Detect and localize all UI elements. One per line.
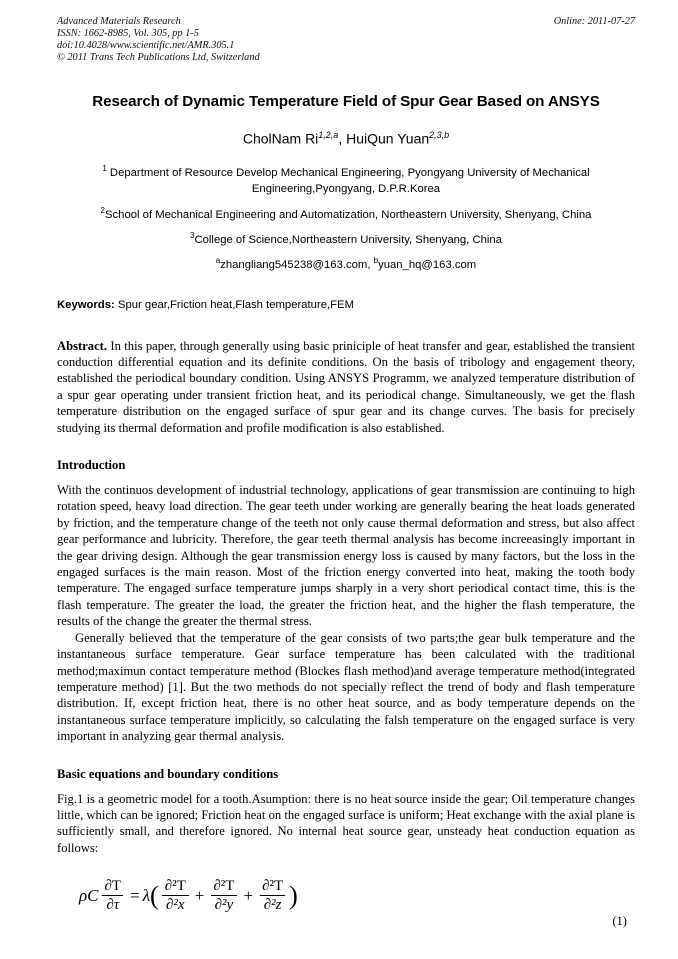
- equation-close-paren: ): [289, 880, 298, 910]
- page-content: [57, 16, 635, 940]
- equation-block-1: [57, 878, 635, 940]
- paragraph-basic-1: Fig.1 is a geometric model for a tooth.Asumption: there is no heat source inside the gear; Oil temperature changes little, which can be ignored; Friction heat on the engaged surface is uniform; Heat exchange with the axial plane is sufficiently small, and therefore ignored. No internal heat source gear, unsteady heat conduction equation as follows:: [57, 791, 635, 855]
- section-heading-introduction: Introduction: [57, 458, 126, 473]
- author-separator: ,: [338, 131, 347, 148]
- equation-lhs-numerator: ∂T: [104, 878, 122, 895]
- affiliation-list: [57, 161, 635, 274]
- keywords-value: Spur gear,Friction heat,Flash temperature,FEM: [114, 298, 354, 311]
- equation-1: [79, 878, 298, 913]
- paragraph-intro-1: With the continuos development of industrial technology, applications of gear transmission are continuing to high rotation speed, heavy load direction. The gear teeth under working are generally bearing the heat loads generated by friction, and the temperature change of the teeth not only cause thermal deformation and stress, but also affect gear performance and lubricity. Therefore, the gear teeth thermal analysis has become increeasingly important in the gear driving design. Although the gear transmission energy loss is caused by many factors, but the loss in the engaged surfaces is the main reason. Most of the friction energy converted into heat, making the tooth body temperature. The engaged surface temperature jumps sharply in a very short periodical contact time, this is the flash temperature. The greater the load, the greater the friction heat, and the higher the flash temperature, the results of the change the greater the thermal stress.: [57, 483, 635, 629]
- journal-name: Advanced Materials Research: [57, 16, 181, 27]
- affiliation-2: [57, 203, 635, 223]
- equation-term-1-numerator: ∂²T: [164, 878, 186, 895]
- journal-issn: ISSN: 1662-8985, Vol. 305, pp 1-5: [57, 28, 199, 40]
- abstract-label: Abstract.: [57, 338, 108, 353]
- email-address-b[interactable]: yuan_hq@163.com: [378, 259, 477, 272]
- equation-lhs-fraction: [101, 878, 126, 913]
- equation-term-2-fraction: [209, 878, 238, 913]
- affiliation-marker-2: 2: [100, 205, 105, 215]
- author-list: [57, 126, 635, 148]
- author-name-1: CholNam Ri: [242, 131, 319, 148]
- journal-header-left: [57, 16, 487, 64]
- equation-term-3-numerator: ∂²T: [262, 878, 284, 895]
- abstract-block: [57, 338, 635, 436]
- affiliation-3: [57, 228, 635, 248]
- online-date: Online: 2011-07-27: [553, 16, 635, 27]
- affiliation-text-2: School of Mechanical Engineering and Automatization, Northeastern University, Shenyang, China: [104, 208, 592, 221]
- author-emails: [57, 253, 635, 273]
- equation-lhs-denominator: ∂τ: [102, 895, 123, 913]
- abstract-text: In this paper, through generally using basic priniciple of heat transfer and gear, established the transient conduction differential equation and its definite conditions. On the basis of tribology and engagement theory, established the periodical boundary condition. Using ANSYS Programm, we analyzed temperature distribution of a spur gear operating under transient friction heat, and its periodical change. Simultaneously, we get the flash temperature distribution on the engaged surface of spur gear and its change curves. The basis for precisely studying its thermal deformation and profile modification is also established.: [57, 338, 635, 435]
- equation-term-3-denominator: ∂²z: [260, 895, 286, 913]
- page-title: Research of Dynamic Temperature Field of Spur Gear Based on ANSYS: [92, 93, 600, 111]
- author-affil-marker-1: 1,2,a: [318, 130, 339, 141]
- affiliation-text-1: Department of Resource Develop Mechanical Engineering, Pyongyang University of Mechanical Engineering,Pyongyang, D.P.R.Korea: [106, 166, 590, 196]
- journal-header: [57, 16, 635, 64]
- equation-term-1-denominator: ∂²x: [162, 895, 189, 913]
- equation-lambda-symbol: λ: [142, 885, 151, 905]
- affiliation-marker-3: 3: [190, 231, 195, 241]
- equation-equals-sign: =: [130, 885, 140, 905]
- section-heading-basic-equations: Basic equations and boundary conditions: [57, 766, 279, 781]
- affiliation-marker-1: 1: [102, 164, 107, 174]
- email-marker-b: b: [373, 256, 379, 266]
- equation-plus-2: +: [243, 885, 254, 905]
- equation-term-3-fraction: [258, 878, 287, 913]
- keywords-label: Keywords:: [57, 298, 115, 311]
- paragraph-intro-2: Generally believed that the temperature of the gear consists of two parts;the gear bulk temperature and the instantaneous surface temperature. Gear surface temperature has been calculated with the traditional method;maximun contact temperature method (Blockes flash method)and average temperature method(integrated temperature method) [1]. But the two methods do not specially reflect the trend of body and flash temperature distribution. If, except friction heat, there is no other heat source, and as body temperature depends on the instantaneous surface temperature implicitly, so calculating the falsh temperature on the engaged surface is very important in analyzing gear thermal analysis.: [57, 630, 635, 744]
- affiliation-text-3: College of Science,Northeastern University, Shenyang, China: [194, 233, 502, 246]
- equation-open-paren: (: [150, 880, 159, 910]
- journal-copyright: © 2011 Trans Tech Publications Ltd, Switzerland: [57, 52, 260, 64]
- equation-lhs-coefficient: ρC: [79, 885, 99, 905]
- keywords-line: [57, 298, 635, 313]
- equation-term-2-numerator: ∂²T: [213, 878, 235, 895]
- journal-doi: doi:10.4028/www.scientific.net/AMR.305.1: [57, 40, 235, 52]
- equation-number-1: (1): [612, 914, 627, 929]
- equation-term-2-denominator: ∂²y: [211, 895, 238, 913]
- email-marker-a: a: [215, 256, 221, 266]
- author-affil-marker-2: 2,3,b: [429, 130, 450, 141]
- equation-plus-1: +: [194, 885, 205, 905]
- affiliation-1: [57, 161, 635, 198]
- author-name-2: HuiQun Yuan: [346, 131, 430, 148]
- email-address-a[interactable]: zhangliang545238@163.com,: [220, 259, 374, 272]
- equation-term-1-fraction: [161, 878, 190, 913]
